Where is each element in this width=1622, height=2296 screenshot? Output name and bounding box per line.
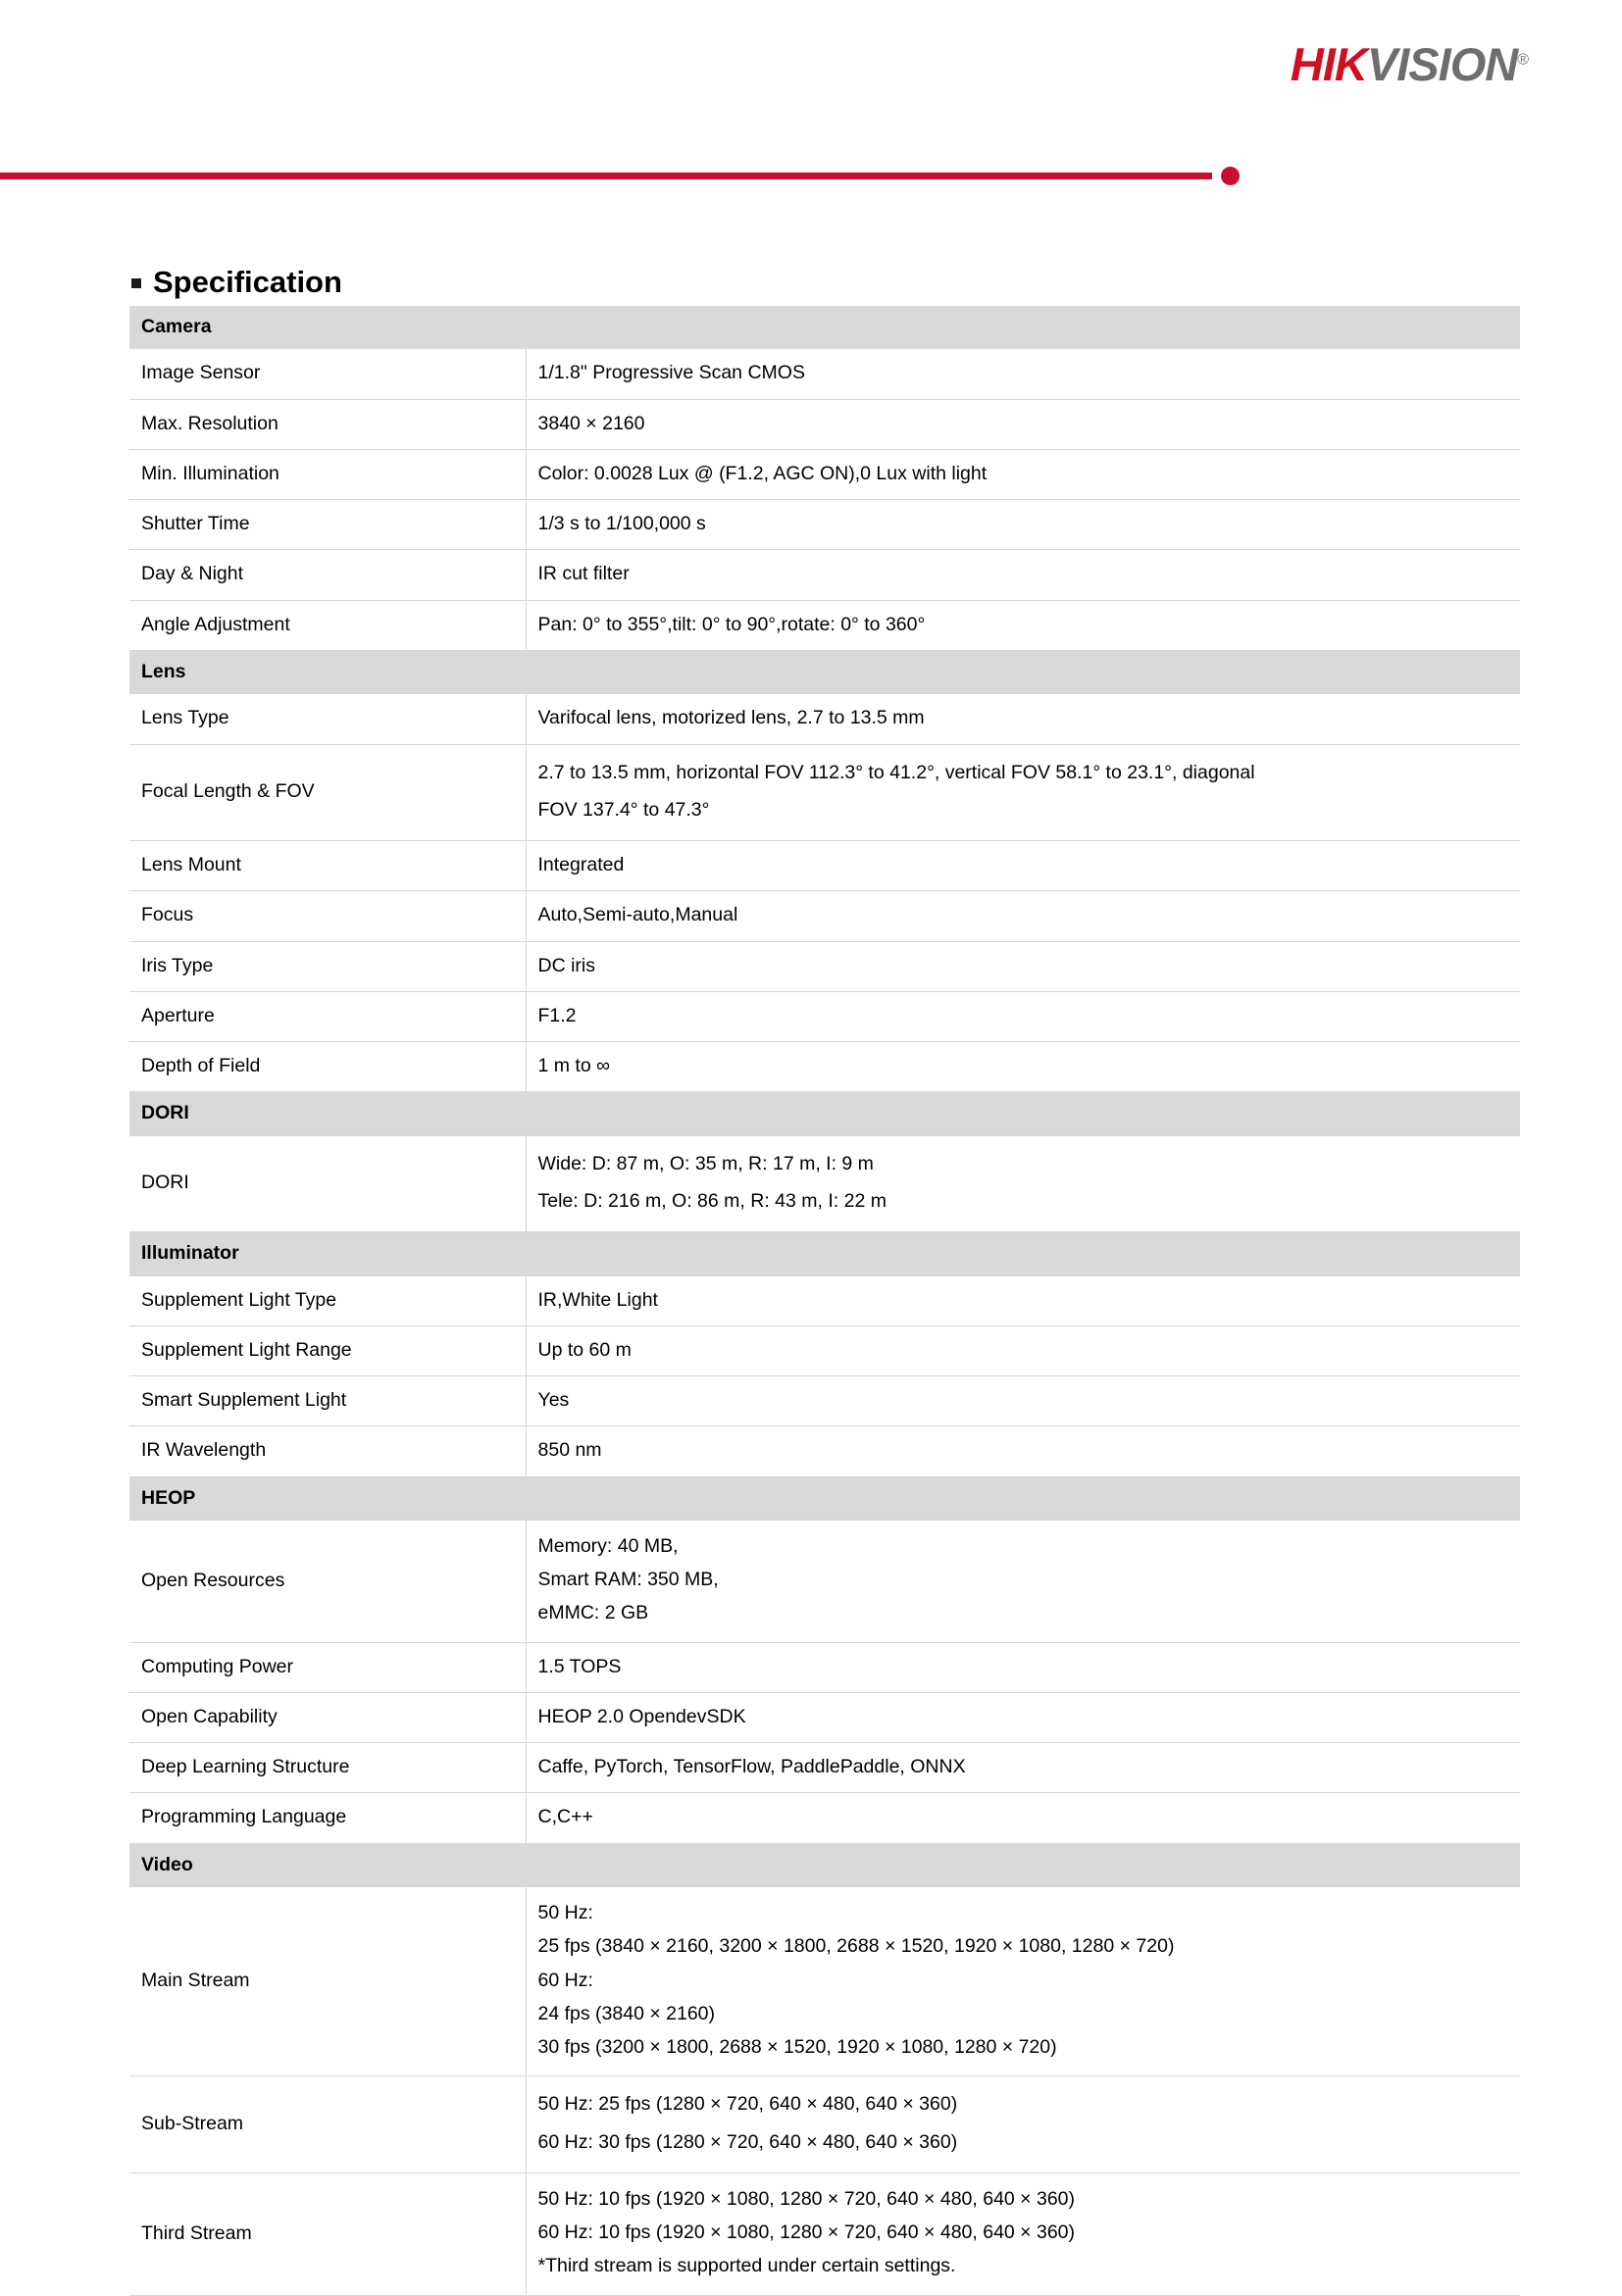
spec-value: Color: 0.0028 Lux @ (F1.2, AGC ON),0 Lux with light: [526, 449, 1520, 499]
header-divider-line: [0, 173, 1212, 179]
spec-value: IR cut filter: [526, 550, 1520, 600]
spec-value: Yes: [526, 1376, 1520, 1426]
table-row: [129, 694, 1520, 744]
table-row: [129, 1520, 1520, 1642]
table-group-header: [129, 1232, 1520, 1275]
table-row: [129, 744, 1520, 841]
table-row: [129, 500, 1520, 550]
table-row: [129, 2076, 1520, 2173]
spec-label: Focus: [129, 891, 526, 941]
spec-label: IR Wavelength: [129, 1426, 526, 1476]
registered-trademark-icon: ®: [1517, 51, 1528, 69]
table-group-header: [129, 1843, 1520, 1886]
group-header-label: DORI: [129, 1092, 1520, 1135]
spec-value: 3840 × 2160: [526, 399, 1520, 449]
spec-value: 1/1.8" Progressive Scan CMOS: [526, 349, 1520, 399]
table-group-header: [129, 1476, 1520, 1520]
spec-value-line: Memory: 40 MB,: [537, 1534, 679, 1557]
group-header-label: HEOP: [129, 1476, 1520, 1520]
table-row: [129, 1426, 1520, 1476]
spec-value-line: 60 Hz: 30 fps (1280 × 720, 640 × 480, 640 × 360): [537, 2130, 958, 2153]
spec-label: Depth of Field: [129, 1042, 526, 1092]
spec-value: HEOP 2.0 OpendevSDK: [526, 1692, 1520, 1742]
spec-value-line: 60 Hz: 10 fps (1920 × 1080, 1280 × 720, 640 × 480, 640 × 360): [537, 2221, 1076, 2243]
logo-vision-text: VISION: [1366, 38, 1518, 90]
table-row: [129, 941, 1520, 991]
spec-value-line: 25 fps (3840 × 2160, 3200 × 1800, 2688 × 1520, 1920 × 1080, 1280 × 720): [537, 1935, 1175, 1958]
spec-value-line: 30 fps (3200 × 1800, 2688 × 1520, 1920 × 1080, 1280 × 720): [537, 2036, 1057, 2058]
spec-value-line: 50 Hz:: [537, 1902, 593, 1923]
group-header-label: Illuminator: [129, 1232, 1520, 1275]
spec-value: [526, 1135, 1520, 1232]
spec-label: Min. Illumination: [129, 449, 526, 499]
table-group-header: [129, 650, 1520, 693]
table-row: [129, 1135, 1520, 1232]
spec-value-line: 24 fps (3840 × 2160): [537, 2002, 716, 2024]
spec-label: Open Resources: [129, 1520, 526, 1642]
spec-value: [526, 1520, 1520, 1642]
spec-value: [526, 744, 1520, 841]
spec-label: Aperture: [129, 991, 526, 1041]
table-row: [129, 841, 1520, 891]
spec-label: Computing Power: [129, 1642, 526, 1692]
spec-value: Pan: 0° to 355°,tilt: 0° to 90°,rotate: 0° to 360°: [526, 600, 1520, 650]
spec-value-line: 2.7 to 13.5 mm, horizontal FOV 112.3° to 41.2°, vertical FOV 58.1° to 23.1°, diagonal: [537, 761, 1255, 783]
table-row: [129, 600, 1520, 650]
spec-value: F1.2: [526, 991, 1520, 1041]
spec-value-line: FOV 137.4° to 47.3°: [537, 798, 710, 821]
specification-table: [129, 306, 1520, 2296]
spec-label: Shutter Time: [129, 500, 526, 550]
table-row: [129, 349, 1520, 399]
spec-value: 850 nm: [526, 1426, 1520, 1476]
spec-label: Day & Night: [129, 550, 526, 600]
spec-label: Deep Learning Structure: [129, 1743, 526, 1793]
spec-value-line: Wide: D: 87 m, O: 35 m, R: 17 m, I: 9 m: [537, 1152, 874, 1174]
spec-label: Max. Resolution: [129, 399, 526, 449]
spec-value-line: 50 Hz: 25 fps (1280 × 720, 640 × 480, 640 × 360): [537, 2093, 958, 2116]
table-group-header: [129, 306, 1520, 349]
spec-value: C,C++: [526, 1793, 1520, 1843]
group-header-label: Lens: [129, 650, 1520, 693]
spec-label: Supplement Light Range: [129, 1325, 526, 1375]
table-group-header: [129, 1092, 1520, 1135]
spec-value-line: Smart RAM: 350 MB,: [537, 1569, 719, 1591]
table-row: [129, 1275, 1520, 1325]
spec-value: [526, 1887, 1520, 2076]
spec-value-line: 60 Hz:: [537, 1969, 593, 1991]
table-row: [129, 1793, 1520, 1843]
table-row: [129, 891, 1520, 941]
table-row: [129, 449, 1520, 499]
spec-label: DORI: [129, 1135, 526, 1232]
table-row: [129, 550, 1520, 600]
spec-label: Supplement Light Type: [129, 1275, 526, 1325]
square-bullet-icon: [131, 278, 141, 288]
spec-value-line: Tele: D: 216 m, O: 86 m, R: 43 m, I: 22 m: [537, 1189, 887, 1212]
spec-value: DC iris: [526, 941, 1520, 991]
spec-value: Auto,Semi-auto,Manual: [526, 891, 1520, 941]
table-row: [129, 1642, 1520, 1692]
spec-value-line: eMMC: 2 GB: [537, 1602, 649, 1624]
table-row: [129, 1743, 1520, 1793]
spec-value-line: 50 Hz: 10 fps (1920 × 1080, 1280 × 720, 640 × 480, 640 × 360): [537, 2187, 1076, 2210]
spec-value: 1.5 TOPS: [526, 1642, 1520, 1692]
spec-label: Smart Supplement Light: [129, 1376, 526, 1426]
table-row: [129, 1325, 1520, 1375]
page-header: [0, 0, 1622, 186]
spec-label: Iris Type: [129, 941, 526, 991]
spec-value: Varifocal lens, motorized lens, 2.7 to 13.5 mm: [526, 694, 1520, 744]
page-title-text: Specification: [153, 265, 342, 299]
spec-label: Lens Type: [129, 694, 526, 744]
spec-value: [526, 2076, 1520, 2173]
spec-label: Image Sensor: [129, 349, 526, 399]
table-row: [129, 1042, 1520, 1092]
table-row: [129, 1376, 1520, 1426]
logo-hik-text: HIK: [1290, 38, 1367, 90]
table-row: [129, 1887, 1520, 2076]
spec-label: Main Stream: [129, 1887, 526, 2076]
header-accent-dot: [1221, 167, 1240, 185]
spec-value: [526, 2172, 1520, 2295]
spec-value: Caffe, PyTorch, TensorFlow, PaddlePaddle, ONNX: [526, 1743, 1520, 1793]
spec-value-line: *Third stream is supported under certain settings.: [537, 2255, 956, 2277]
spec-value: 1/3 s to 1/100,000 s: [526, 500, 1520, 550]
group-header-label: Camera: [129, 306, 1520, 349]
spec-label: Focal Length & FOV: [129, 744, 526, 841]
spec-value: Up to 60 m: [526, 1325, 1520, 1375]
hikvision-logo: [1290, 38, 1528, 90]
spec-value: 1 m to ∞: [526, 1042, 1520, 1092]
spec-label: Angle Adjustment: [129, 600, 526, 650]
table-row: [129, 991, 1520, 1041]
spec-value: Integrated: [526, 841, 1520, 891]
spec-label: Lens Mount: [129, 841, 526, 891]
table-row: [129, 399, 1520, 449]
spec-label: Third Stream: [129, 2172, 526, 2295]
spec-label: Sub-Stream: [129, 2076, 526, 2173]
table-row: [129, 1692, 1520, 1742]
spec-value: IR,White Light: [526, 1275, 1520, 1325]
spec-label: Open Capability: [129, 1692, 526, 1742]
group-header-label: Video: [129, 1843, 1520, 1886]
spec-label: Programming Language: [129, 1793, 526, 1843]
page-title: [131, 267, 342, 297]
table-row: [129, 2172, 1520, 2295]
